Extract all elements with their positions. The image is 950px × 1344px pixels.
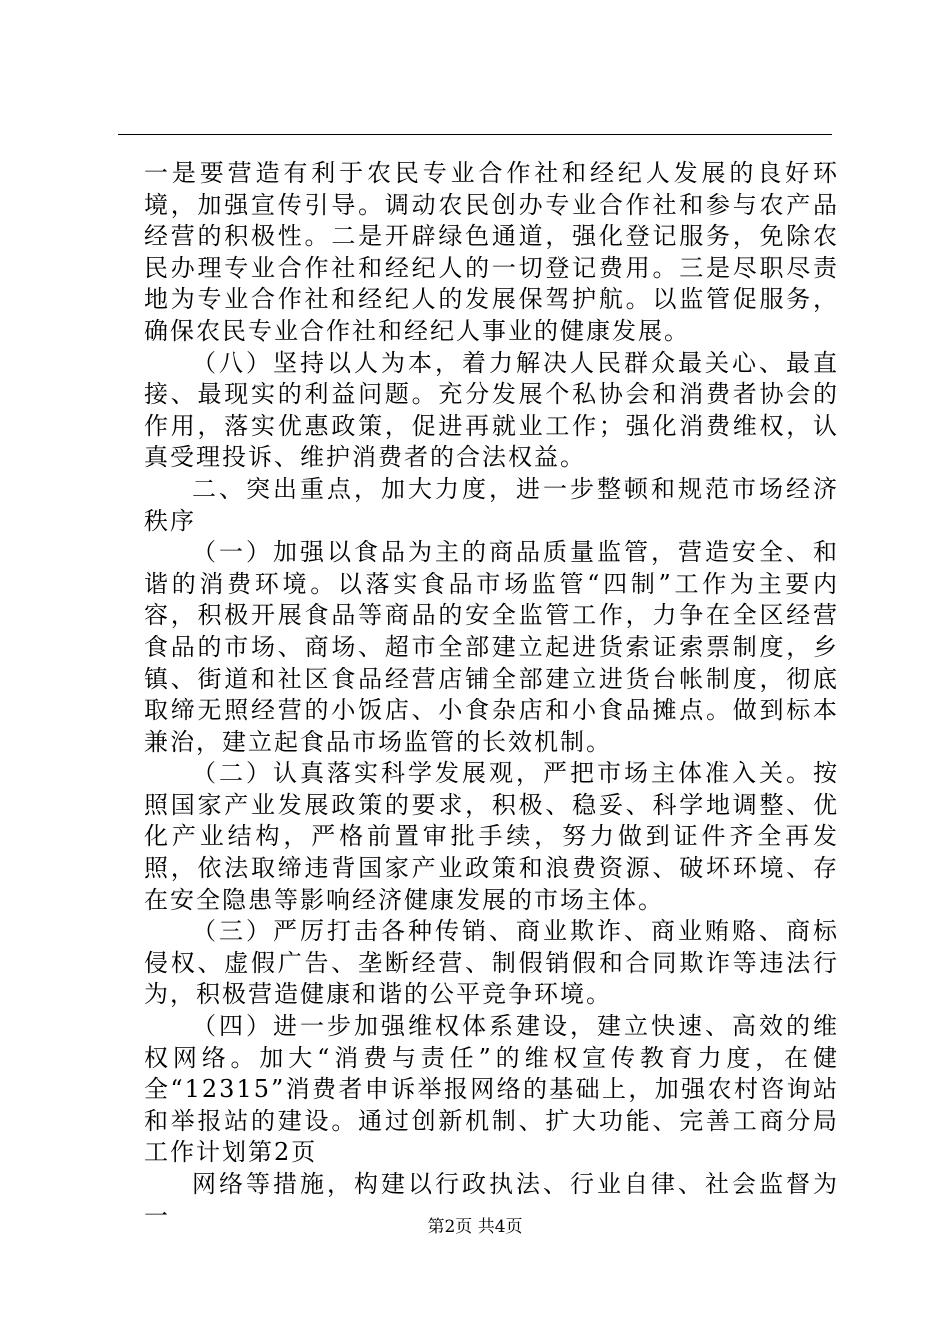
paragraph-4: （二）认真落实科学发展观，严把市场主体准入关。按照国家产业发展政策的要求，积极、稳妥、科学地调整、优化产业结构，严格前置审批手续，努力做到证件齐全再发照，依法取缔违背国家产业政策和浪费资源、破坏环境、存在安全隐患等影响经济健康发展的市场主体。 xyxy=(144,759,839,914)
paragraph-2: （八）坚持以人为本，着力解决人民群众最关心、最直接、最现实的利益问题。充分发展个私协会和消费者协会的作用，落实优惠政策，促进再就业工作；强化消费维权，认真受理投诉、维护消费者的合法权益。 xyxy=(144,348,839,472)
paragraph-5: （三）严厉打击各种传销、商业欺诈、商业贿赂、商标侵权、虚假广告、垄断经营、制假销假和合同欺诈等违法行为，积极营造健康和谐的公平竞争环境。 xyxy=(144,917,839,1009)
paragraph-7: 网络等措施，构建以行政执法、行业自律、社会监督为一 xyxy=(144,1170,839,1230)
paragraph-3: （一）加强以食品为主的商品质量监管，营造安全、和谐的消费环境。以落实食品市场监管“四制”工作为主要内容，积极开展食品等商品的安全监管工作，力争在全区经营食品的市场、商场、超市全部建立起进货索证索票制度，乡镇、街道和社区食品经营店铺全部建立进货台帐制度，彻底取缔无照经营的小饭店、小食杂店和小食品摊点。做到标本兼治，建立起食品市场监管的长效机制。 xyxy=(144,538,839,756)
section-heading-2: 二、突出重点，加大力度，进一步整顿和规范市场经济秩序 xyxy=(144,474,839,535)
page-number-footer: 第2页 共4页 xyxy=(427,1217,523,1237)
paragraph-6: （四）进一步加强维权体系建设，建立快速、高效的维权网络。加大“消费与责任”的维权宣传教育力度，在健全“12315”消费者申诉举报网络的基础上，加强农村咨询站和举报站的建设。通过创新机制、扩大功能、完善工商分局工作计划第2页 xyxy=(144,1012,839,1167)
paragraph-1: 一是要营造有利于农民专业合作社和经纪人发展的良好环境，加强宣传引导。调动农民创办专业合作社和参与农产品经营的积极性。二是开辟绿色通道，强化登记服务，免除农民办理专业合作社和经纪人的一切登记费用。三是尽职尽责地为专业合作社和经纪人的发展保驾护航。以监管促服务，确保农民专业合作社和经纪人事业的健康发展。 xyxy=(144,159,839,345)
document-body xyxy=(144,158,839,1232)
header-rule xyxy=(118,134,832,135)
